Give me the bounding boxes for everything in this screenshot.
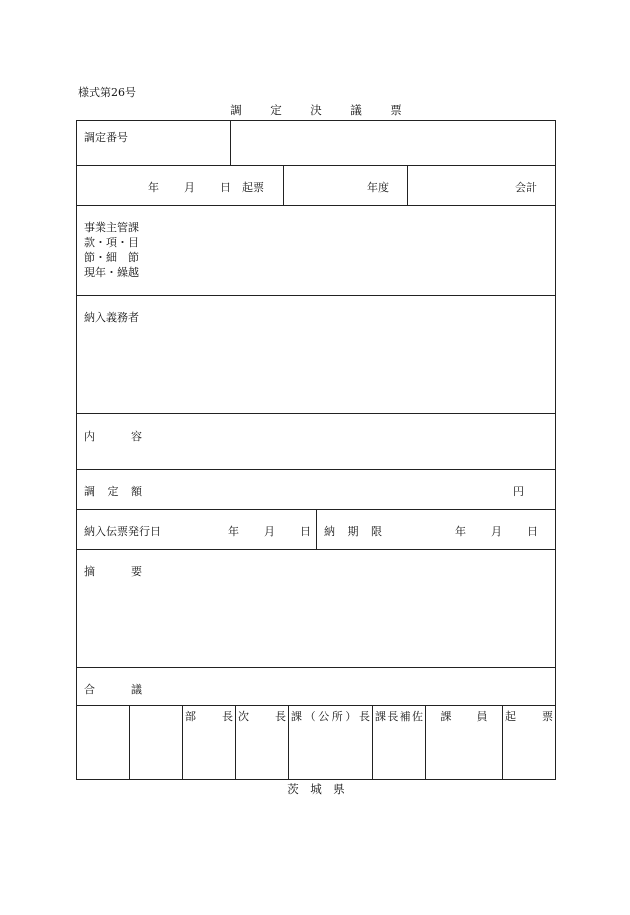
chotei-bango-value[interactable] [231,121,555,165]
stamp-char: 課 [440,710,452,723]
chotei-gaku-char: 額 [131,485,142,498]
footer-char: 茨 [287,782,299,796]
row-approval-stamps [77,706,555,779]
stamp-char: 長 [387,710,399,723]
jigyo-label-line: 現年・繰越 [84,266,139,279]
form-title [76,102,556,118]
gogi-char: 合 [84,683,95,696]
stamp-label [185,708,233,724]
stamp-char: 長 [222,710,233,723]
stamp-label [291,708,370,724]
noki-month-label: 月 [491,525,502,538]
nonyu-denpyo-label: 納入伝票発行日 [84,525,161,538]
yen-label: 円 [513,485,524,498]
denpyo-year-label: 年 [228,525,239,538]
footer-char: 城 [310,782,322,796]
noki-day-label: 日 [527,525,538,538]
stamp-char: 佐 [411,710,423,723]
nendo-cell[interactable] [284,166,408,205]
stamp-char: （ [304,710,316,723]
row-chotei-bango [77,121,555,166]
stamp-char: 長 [358,710,370,723]
jigyo-label-line: 款・項・目 [84,236,139,249]
stamp-char: 公 [318,710,330,723]
stamp-box-bucho[interactable] [183,706,236,779]
stamp-label [505,708,553,724]
stamp-char: 起 [505,710,516,723]
noki-label [324,523,382,539]
stamp-char: 員 [476,710,488,723]
tekiyo-char: 摘 [84,565,95,578]
kaikei-cell[interactable] [408,166,555,205]
jigyo-labels [84,220,139,280]
stamp-char: 次 [238,710,249,723]
stamp-box-kihyo[interactable] [503,706,555,779]
stamp-box-jicho[interactable] [236,706,289,779]
stamp-box-blank[interactable] [77,706,130,779]
stamp-label [375,708,423,724]
row-denpyo-noki [77,510,555,550]
chotei-gaku-label [84,483,142,499]
chotei-gaku-char: 調 [84,485,95,498]
row-tekiyo[interactable] [77,550,555,668]
naiyo-label [84,428,142,444]
row-chotei-gaku[interactable] [77,470,555,510]
row-jigyo[interactable] [77,206,555,296]
stamp-char: 長 [275,710,286,723]
noki-char: 期 [347,525,359,538]
denpyo-day-label: 日 [300,525,311,538]
footer-char: 県 [333,782,345,796]
row-date-kaikei [77,166,555,206]
form-number: 様式第26号 [78,86,136,99]
tekiyo-char: 要 [131,565,142,578]
issuer-footer [76,781,556,797]
noki-char: 限 [371,525,382,538]
naiyo-char: 内 [84,430,95,443]
title-char: 議 [350,103,362,117]
title-char: 調 [230,103,242,117]
nonyu-gimusha-label: 納入義務者 [84,311,139,324]
chotei-gaku-char: 定 [107,485,119,498]
title-char: 票 [390,103,402,117]
kihyo-month-label: 月 [184,181,195,194]
stamp-box-kacho[interactable] [289,706,373,779]
row-nonyu-gimusha[interactable] [77,296,555,414]
gogi-label [84,681,142,697]
stamp-char: 課 [375,710,386,723]
kaikei-label: 会計 [515,181,537,194]
noki-year-label: 年 [455,525,466,538]
row-gogi[interactable] [77,668,555,706]
form-table [76,120,556,780]
naiyo-char: 容 [131,430,142,443]
stamp-box-kain[interactable] [426,706,503,779]
chotei-bango-label: 調定番号 [84,131,128,144]
noki-cell[interactable] [317,510,555,549]
kihyo-day-label: 日 [220,181,231,194]
stamp-box-blank[interactable] [130,706,183,779]
chotei-bango-label-cell [77,121,231,165]
stamp-char: 課 [291,710,302,723]
jigyo-label-line: 節・細 節 [84,251,139,264]
gogi-char: 議 [131,683,142,696]
stamp-char: 部 [185,710,196,723]
stamp-char: 補 [399,710,411,723]
stamp-label [428,708,500,724]
kihyo-label: 起票 [242,181,264,194]
noki-char: 納 [324,525,335,538]
stamp-box-kacho-hosa[interactable] [373,706,426,779]
kihyo-date-cell[interactable] [77,166,284,205]
nendo-label: 年度 [367,181,389,194]
jigyo-label-line: 事業主管課 [84,221,139,234]
kihyo-year-label: 年 [148,181,159,194]
stamp-label [238,708,286,724]
tekiyo-label [84,563,142,579]
stamp-char: 所 [331,710,343,723]
denpyo-month-label: 月 [264,525,275,538]
stamp-char: 票 [542,710,553,723]
denpyo-date-cell[interactable] [77,510,317,549]
title-char: 定 [270,103,282,117]
row-naiyo[interactable] [77,414,555,470]
title-char: 決 [310,103,322,117]
stamp-char: ） [345,710,357,723]
